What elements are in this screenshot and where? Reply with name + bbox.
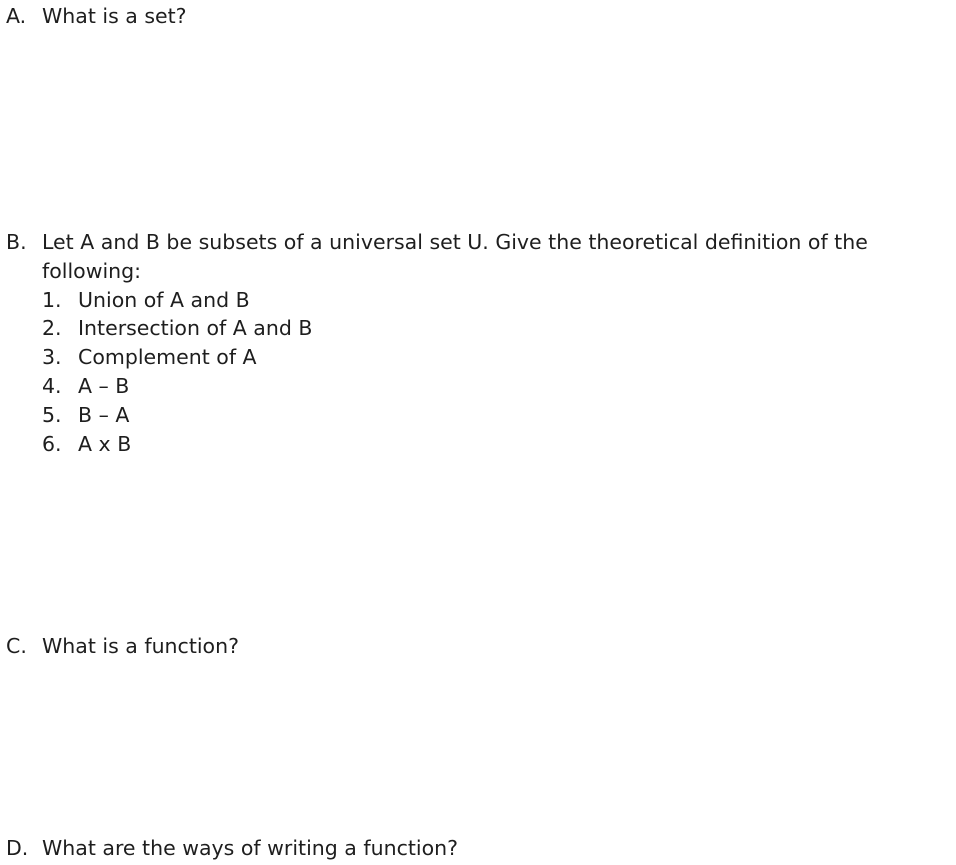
sublist-item [42, 314, 956, 343]
question-d [6, 834, 956, 863]
sublist-item [42, 372, 956, 401]
sublist-item-number: 6. [42, 431, 62, 456]
question-c-text: What is a function? [42, 634, 239, 658]
question-a-label: A. [6, 4, 27, 28]
sublist-item [42, 343, 956, 372]
question-b-label: B. [6, 230, 27, 254]
question-b [6, 228, 956, 458]
sublist-item-text: B – A [78, 402, 130, 427]
sublist-item-number: 5. [42, 402, 62, 427]
question-a [6, 2, 956, 31]
sublist-item-number: 2. [42, 316, 62, 341]
sublist-item [42, 401, 956, 430]
sublist-item-number: 3. [42, 345, 62, 370]
question-d-label: D. [6, 836, 29, 860]
sublist-item-number: 4. [42, 373, 62, 398]
sublist-item-text: A – B [78, 373, 130, 398]
sublist-item-text: Union of A and B [78, 287, 250, 312]
question-a-text: What is a set? [42, 4, 187, 28]
sublist-item [42, 430, 956, 459]
sublist-item-number: 1. [42, 287, 62, 312]
question-b-text: Let A and B be subsets of a universal set U. Give the theoretical definition of the following: [42, 230, 868, 283]
sublist-item-text: A x B [78, 431, 132, 456]
question-b-sublist [42, 286, 956, 459]
sublist-item-text: Complement of A [78, 345, 257, 370]
question-c-label: C. [6, 634, 27, 658]
sublist-item [42, 286, 956, 315]
question-d-text: What are the ways of writing a function? [42, 836, 458, 860]
question-c [6, 632, 956, 661]
sublist-item-text: Intersection of A and B [78, 316, 313, 341]
